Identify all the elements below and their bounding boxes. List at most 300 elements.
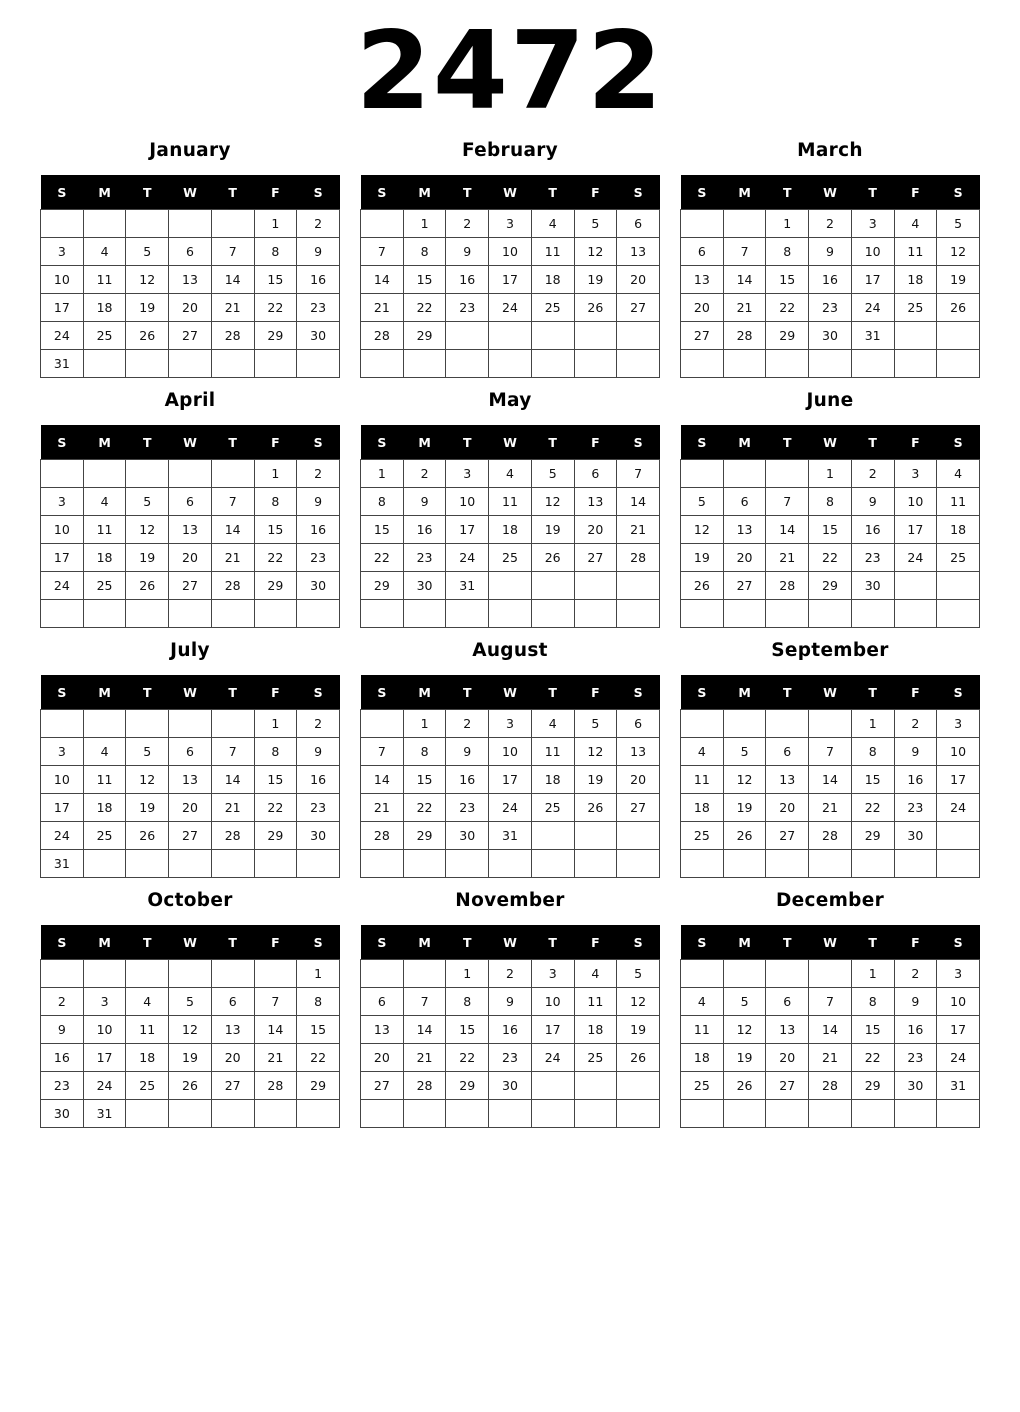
day-cell-empty: [297, 350, 340, 378]
day-cell-empty: [489, 850, 532, 878]
weekday-header-row: [681, 175, 980, 210]
day-cell-empty: [169, 600, 212, 628]
month-table: [360, 925, 660, 1128]
week-row: [361, 544, 660, 572]
day-cell: 12: [126, 266, 169, 294]
day-cell: 23: [894, 1044, 937, 1072]
day-cell-empty: [617, 322, 660, 350]
day-cell: 30: [851, 572, 894, 600]
month-name: January: [149, 140, 231, 161]
day-cell-empty: [809, 1100, 852, 1128]
weekday-header-cell: F: [894, 675, 937, 710]
day-cell: 26: [169, 1072, 212, 1100]
weekday-header-row: [41, 175, 340, 210]
month-block: [680, 640, 980, 888]
day-cell: 11: [574, 988, 617, 1016]
month-block: [680, 140, 980, 388]
day-cell: 27: [574, 544, 617, 572]
day-cell: 21: [617, 516, 660, 544]
week-row: [681, 516, 980, 544]
day-cell-empty: [937, 572, 980, 600]
day-cell: 23: [489, 1044, 532, 1072]
day-cell: 26: [723, 822, 766, 850]
day-cell: 7: [361, 738, 404, 766]
day-cell: 27: [169, 822, 212, 850]
day-cell-empty: [211, 850, 254, 878]
day-cell: 13: [617, 738, 660, 766]
day-cell: 28: [211, 822, 254, 850]
day-cell: 24: [489, 794, 532, 822]
weekday-header-cell: T: [851, 425, 894, 460]
day-cell: 28: [361, 322, 404, 350]
weekday-header-cell: M: [403, 175, 446, 210]
week-row: [361, 1100, 660, 1128]
day-cell: 25: [531, 294, 574, 322]
day-cell: 12: [937, 238, 980, 266]
day-cell-empty: [723, 1100, 766, 1128]
day-cell: 18: [681, 1044, 724, 1072]
day-cell: 5: [126, 238, 169, 266]
week-row: [681, 766, 980, 794]
month-name: April: [164, 390, 216, 411]
day-cell-empty: [489, 1100, 532, 1128]
month-block: [40, 640, 340, 888]
day-cell-empty: [766, 960, 809, 988]
day-cell-empty: [809, 850, 852, 878]
month-name: May: [488, 390, 532, 411]
day-cell: 20: [617, 766, 660, 794]
day-cell: 23: [297, 544, 340, 572]
day-cell: 29: [403, 322, 446, 350]
week-row: [41, 600, 340, 628]
day-cell-empty: [681, 850, 724, 878]
weekday-header-cell: T: [766, 175, 809, 210]
day-cell: 2: [446, 210, 489, 238]
day-cell: 25: [83, 572, 126, 600]
day-cell: 22: [254, 544, 297, 572]
day-cell: 9: [403, 488, 446, 516]
day-cell: 14: [211, 766, 254, 794]
month-table: [360, 425, 660, 628]
weekday-header-cell: T: [446, 675, 489, 710]
day-cell: 22: [851, 1044, 894, 1072]
weekday-header-cell: S: [361, 425, 404, 460]
day-cell: 5: [617, 960, 660, 988]
day-cell: 24: [937, 1044, 980, 1072]
day-cell: 24: [489, 294, 532, 322]
weekday-header-cell: S: [937, 175, 980, 210]
day-cell-empty: [446, 350, 489, 378]
day-cell: 14: [211, 266, 254, 294]
day-cell: 16: [894, 766, 937, 794]
day-cell-empty: [403, 960, 446, 988]
week-row: [41, 1100, 340, 1128]
day-cell: 13: [766, 766, 809, 794]
weekday-header-cell: S: [297, 175, 340, 210]
day-cell: 27: [617, 294, 660, 322]
day-cell: 1: [403, 210, 446, 238]
weekday-header-cell: W: [489, 675, 532, 710]
day-cell-empty: [446, 1100, 489, 1128]
weekday-header-cell: T: [211, 675, 254, 710]
day-cell: 15: [403, 766, 446, 794]
day-cell: 22: [446, 1044, 489, 1072]
week-row: [361, 766, 660, 794]
day-cell: 13: [723, 516, 766, 544]
day-cell-empty: [809, 350, 852, 378]
day-cell: 4: [574, 960, 617, 988]
week-row: [681, 294, 980, 322]
day-cell: 25: [937, 544, 980, 572]
month-table: [680, 675, 980, 878]
day-cell: 20: [681, 294, 724, 322]
day-cell-empty: [126, 350, 169, 378]
weekday-header-cell: S: [297, 675, 340, 710]
day-cell-empty: [531, 822, 574, 850]
week-row: [681, 1100, 980, 1128]
day-cell: 30: [41, 1100, 84, 1128]
week-row: [361, 1044, 660, 1072]
day-cell: 19: [617, 1016, 660, 1044]
day-cell: 24: [446, 544, 489, 572]
day-cell: 16: [446, 266, 489, 294]
day-cell: 15: [297, 1016, 340, 1044]
weekday-header-cell: S: [617, 675, 660, 710]
day-cell: 6: [169, 738, 212, 766]
day-cell: 26: [574, 794, 617, 822]
day-cell-empty: [531, 572, 574, 600]
week-row: [41, 850, 340, 878]
day-cell-empty: [83, 850, 126, 878]
day-cell: 15: [254, 516, 297, 544]
day-cell: 23: [446, 294, 489, 322]
weekday-header-cell: T: [851, 675, 894, 710]
day-cell: 11: [83, 516, 126, 544]
day-cell: 20: [574, 516, 617, 544]
day-cell: 5: [126, 488, 169, 516]
day-cell-empty: [254, 350, 297, 378]
week-row: [41, 266, 340, 294]
day-cell-empty: [766, 600, 809, 628]
weekday-header-cell: M: [723, 425, 766, 460]
day-cell-empty: [126, 710, 169, 738]
day-cell: 6: [574, 460, 617, 488]
weekday-header-cell: S: [41, 675, 84, 710]
day-cell-empty: [851, 350, 894, 378]
day-cell-empty: [723, 210, 766, 238]
day-cell-empty: [126, 850, 169, 878]
day-cell: 20: [766, 794, 809, 822]
week-row: [681, 960, 980, 988]
day-cell: 1: [254, 210, 297, 238]
day-cell: 28: [403, 1072, 446, 1100]
weekday-header-cell: F: [574, 175, 617, 210]
day-cell: 10: [446, 488, 489, 516]
day-cell: 10: [937, 988, 980, 1016]
day-cell-empty: [361, 1100, 404, 1128]
weekday-header-cell: W: [809, 925, 852, 960]
day-cell: 15: [361, 516, 404, 544]
day-cell-empty: [937, 1100, 980, 1128]
day-cell: 28: [254, 1072, 297, 1100]
week-row: [361, 960, 660, 988]
day-cell: 16: [297, 766, 340, 794]
day-cell: 20: [169, 294, 212, 322]
day-cell: 7: [211, 488, 254, 516]
day-cell: 22: [851, 794, 894, 822]
day-cell: 5: [937, 210, 980, 238]
day-cell: 23: [297, 294, 340, 322]
week-row: [361, 710, 660, 738]
day-cell: 29: [851, 822, 894, 850]
day-cell-empty: [809, 960, 852, 988]
weekday-header-cell: S: [361, 175, 404, 210]
day-cell: 29: [254, 572, 297, 600]
day-cell: 5: [169, 988, 212, 1016]
day-cell-empty: [361, 350, 404, 378]
week-row: [361, 460, 660, 488]
week-row: [681, 1072, 980, 1100]
day-cell-empty: [681, 350, 724, 378]
day-cell-empty: [851, 600, 894, 628]
weekday-header-cell: S: [41, 175, 84, 210]
week-row: [361, 988, 660, 1016]
day-cell-empty: [617, 572, 660, 600]
day-cell: 18: [531, 766, 574, 794]
day-cell: 20: [169, 544, 212, 572]
week-row: [41, 710, 340, 738]
week-row: [41, 766, 340, 794]
week-row: [41, 350, 340, 378]
day-cell: 10: [83, 1016, 126, 1044]
day-cell-empty: [126, 960, 169, 988]
day-cell: 19: [126, 544, 169, 572]
day-cell: 20: [617, 266, 660, 294]
day-cell-empty: [41, 960, 84, 988]
day-cell: 29: [361, 572, 404, 600]
weekday-header-cell: T: [531, 425, 574, 460]
day-cell: 4: [489, 460, 532, 488]
day-cell-empty: [723, 600, 766, 628]
day-cell: 4: [126, 988, 169, 1016]
day-cell: 18: [937, 516, 980, 544]
day-cell-empty: [574, 1072, 617, 1100]
day-cell-empty: [126, 1100, 169, 1128]
day-cell: 12: [617, 988, 660, 1016]
week-row: [681, 710, 980, 738]
day-cell: 2: [446, 710, 489, 738]
day-cell: 17: [446, 516, 489, 544]
day-cell: 11: [531, 738, 574, 766]
day-cell-empty: [894, 600, 937, 628]
day-cell-empty: [126, 600, 169, 628]
day-cell: 2: [894, 960, 937, 988]
weekday-header-cell: S: [297, 425, 340, 460]
day-cell: 30: [297, 822, 340, 850]
weekday-header-cell: T: [446, 175, 489, 210]
month-block: [360, 140, 660, 388]
day-cell: 14: [254, 1016, 297, 1044]
week-row: [41, 322, 340, 350]
day-cell: 21: [211, 794, 254, 822]
day-cell: 25: [531, 794, 574, 822]
day-cell: 8: [254, 238, 297, 266]
day-cell: 10: [41, 766, 84, 794]
day-cell: 25: [83, 822, 126, 850]
weekday-header-cell: M: [723, 175, 766, 210]
day-cell-empty: [211, 600, 254, 628]
day-cell-empty: [574, 572, 617, 600]
weekday-header-cell: F: [574, 675, 617, 710]
day-cell: 12: [574, 238, 617, 266]
day-cell: 1: [403, 710, 446, 738]
day-cell: 19: [723, 1044, 766, 1072]
week-row: [361, 850, 660, 878]
day-cell-empty: [937, 822, 980, 850]
weekday-header-cell: T: [126, 675, 169, 710]
day-cell: 20: [723, 544, 766, 572]
day-cell-empty: [169, 850, 212, 878]
week-row: [361, 238, 660, 266]
day-cell: 9: [809, 238, 852, 266]
day-cell: 9: [446, 238, 489, 266]
day-cell: 14: [403, 1016, 446, 1044]
week-row: [361, 822, 660, 850]
weekday-header-cell: S: [937, 675, 980, 710]
day-cell-empty: [766, 350, 809, 378]
month-block: [40, 140, 340, 388]
day-cell: 31: [489, 822, 532, 850]
day-cell: 5: [723, 738, 766, 766]
week-row: [41, 794, 340, 822]
weekday-header-cell: S: [681, 425, 724, 460]
day-cell: 17: [83, 1044, 126, 1072]
day-cell-empty: [211, 710, 254, 738]
weekday-header-cell: S: [617, 175, 660, 210]
weekday-header-cell: W: [489, 925, 532, 960]
week-row: [681, 266, 980, 294]
weekday-header-cell: W: [489, 175, 532, 210]
week-row: [681, 544, 980, 572]
day-cell: 24: [851, 294, 894, 322]
day-cell: 11: [937, 488, 980, 516]
week-row: [41, 1072, 340, 1100]
week-row: [361, 322, 660, 350]
day-cell-empty: [403, 350, 446, 378]
month-table: [360, 675, 660, 878]
day-cell: 30: [894, 1072, 937, 1100]
day-cell-empty: [851, 850, 894, 878]
day-cell-empty: [574, 600, 617, 628]
day-cell: 8: [851, 738, 894, 766]
day-cell: 22: [809, 544, 852, 572]
day-cell-empty: [211, 210, 254, 238]
day-cell: 3: [446, 460, 489, 488]
day-cell: 30: [809, 322, 852, 350]
weekday-header-cell: W: [489, 425, 532, 460]
day-cell: 21: [254, 1044, 297, 1072]
day-cell: 13: [169, 516, 212, 544]
day-cell: 22: [254, 794, 297, 822]
day-cell: 31: [41, 350, 84, 378]
day-cell: 26: [126, 822, 169, 850]
week-row: [41, 294, 340, 322]
day-cell: 8: [766, 238, 809, 266]
day-cell-empty: [126, 460, 169, 488]
day-cell: 6: [617, 710, 660, 738]
week-row: [681, 850, 980, 878]
week-row: [41, 1016, 340, 1044]
day-cell: 13: [681, 266, 724, 294]
day-cell: 3: [851, 210, 894, 238]
day-cell-empty: [254, 600, 297, 628]
day-cell: 29: [254, 822, 297, 850]
day-cell-empty: [574, 350, 617, 378]
week-row: [681, 738, 980, 766]
weekday-header-cell: M: [83, 925, 126, 960]
month-name: August: [472, 640, 548, 661]
day-cell: 5: [574, 210, 617, 238]
day-cell: 24: [41, 322, 84, 350]
weekday-header-cell: W: [169, 925, 212, 960]
weekday-header-cell: F: [894, 425, 937, 460]
day-cell: 8: [361, 488, 404, 516]
day-cell-empty: [531, 350, 574, 378]
day-cell: 31: [851, 322, 894, 350]
day-cell: 5: [126, 738, 169, 766]
day-cell-empty: [169, 960, 212, 988]
day-cell: 7: [254, 988, 297, 1016]
month-block: [40, 390, 340, 638]
day-cell-empty: [681, 710, 724, 738]
day-cell-empty: [83, 350, 126, 378]
day-cell: 16: [446, 766, 489, 794]
weekday-header-cell: M: [403, 425, 446, 460]
day-cell: 19: [574, 266, 617, 294]
day-cell: 23: [894, 794, 937, 822]
day-cell: 6: [681, 238, 724, 266]
weekday-header-cell: M: [83, 175, 126, 210]
day-cell: 10: [41, 516, 84, 544]
day-cell: 12: [681, 516, 724, 544]
day-cell: 28: [809, 1072, 852, 1100]
day-cell: 8: [403, 738, 446, 766]
day-cell: 7: [723, 238, 766, 266]
day-cell-empty: [531, 322, 574, 350]
day-cell: 23: [41, 1072, 84, 1100]
day-cell-empty: [809, 710, 852, 738]
day-cell: 16: [297, 516, 340, 544]
day-cell: 27: [766, 822, 809, 850]
day-cell: 27: [169, 572, 212, 600]
weekday-header-row: [681, 425, 980, 460]
weekday-header-row: [361, 425, 660, 460]
month-block: [360, 640, 660, 888]
month-name: October: [147, 890, 233, 911]
day-cell-empty: [446, 600, 489, 628]
day-cell: 11: [489, 488, 532, 516]
day-cell: 18: [83, 294, 126, 322]
week-row: [681, 1016, 980, 1044]
day-cell-empty: [766, 710, 809, 738]
day-cell: 1: [254, 710, 297, 738]
day-cell-empty: [169, 210, 212, 238]
day-cell: 21: [809, 1044, 852, 1072]
day-cell: 27: [211, 1072, 254, 1100]
weekday-header-row: [681, 925, 980, 960]
weekday-header-cell: T: [851, 175, 894, 210]
day-cell: 11: [126, 1016, 169, 1044]
